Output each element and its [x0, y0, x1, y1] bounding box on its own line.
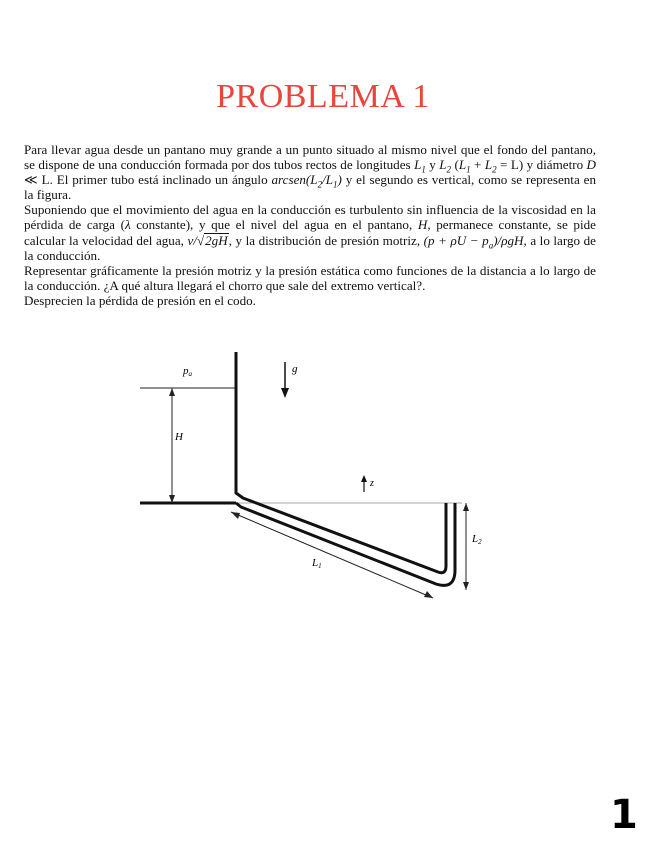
math-L2-sum: $L_2$	[484, 157, 497, 175]
p1-text-a: Para llevar agua desde un pantano muy grande a un punto situado al mismo nivel que el fondo del pantano, se dispone de una conducción formada por dos tubos rectos de longitudes	[24, 142, 596, 173]
math-H: H	[417, 217, 428, 233]
label-L1: L1	[312, 557, 322, 570]
math-L1-sum: $L_1$	[458, 157, 471, 175]
math-L2: $L_2$	[439, 157, 452, 175]
z-axis-head	[361, 475, 367, 482]
inclined-pipe-lower-wall	[236, 503, 455, 585]
L1-arrow-start	[231, 512, 240, 519]
math-velocity: v/√2gH	[187, 232, 228, 248]
p2-text-d: , y la distribución de presión motriz,	[228, 232, 424, 248]
H-arrow-top	[169, 388, 175, 396]
L1-dimension-line	[231, 512, 433, 598]
paragraph-4: Desprecien la pérdida de presión en el codo.	[24, 292, 256, 308]
L1-arrow-end	[424, 591, 433, 598]
p1-text-f: ≪ L. El primer tubo está inclinado un ángulo	[24, 172, 272, 188]
p2-text-b: constante), y que el nivel del agua en el pantano,	[130, 217, 418, 233]
problem-statement	[24, 142, 596, 308]
inclined-pipe-upper-wall	[236, 488, 446, 573]
p1-text-e: = L) y diámetro	[496, 157, 587, 173]
math-D: D	[586, 157, 597, 173]
p1-text-d: +	[470, 157, 485, 173]
math-motive-pressure: $(p + \rho U - p_a)$/ρgH	[423, 232, 524, 251]
L2-arrow-bottom	[463, 582, 469, 590]
p1-text-g: y el segundo es vertical, como se representa en la figura.	[24, 172, 596, 203]
gravity-arrow-head	[281, 388, 289, 398]
paragraph-1	[24, 142, 596, 202]
label-H: H	[175, 431, 183, 443]
L2-arrow-top	[463, 503, 469, 511]
label-g: g	[292, 363, 298, 375]
page-title: PROBLEMA 1	[216, 78, 430, 115]
label-L2: L2	[472, 533, 482, 546]
label-z: z	[370, 478, 374, 489]
p2-text-c: , permanece constante, se pide calcular la velocidad del agua,	[24, 217, 596, 248]
math-arcsen: $arcsen(L_2/L_1)$	[271, 172, 342, 190]
paragraph-2	[24, 202, 596, 262]
p1-text-c: (	[451, 157, 459, 173]
math-L1: $L_1$	[414, 157, 426, 175]
pipe-diagram	[0, 340, 646, 610]
math-lambda: λ	[124, 217, 131, 233]
p2-text-e: , a lo largo de la conducción.	[24, 232, 596, 263]
p1-text-b: y	[425, 157, 440, 173]
label-pa: pa	[183, 365, 192, 378]
paragraph-3: Representar gráficamente la presión motriz y la presión estática como funciones de la distancia a lo largo de la conducción. ¿A qué altura llegará el chorro que sale del extremo vertical?.	[24, 262, 596, 293]
p2-text-a: Suponiendo que el movimiento del agua en la conducción es turbulento sin influencia de la viscosidad en la pérdida de carga (	[24, 202, 596, 233]
page-number: 1	[610, 792, 638, 838]
